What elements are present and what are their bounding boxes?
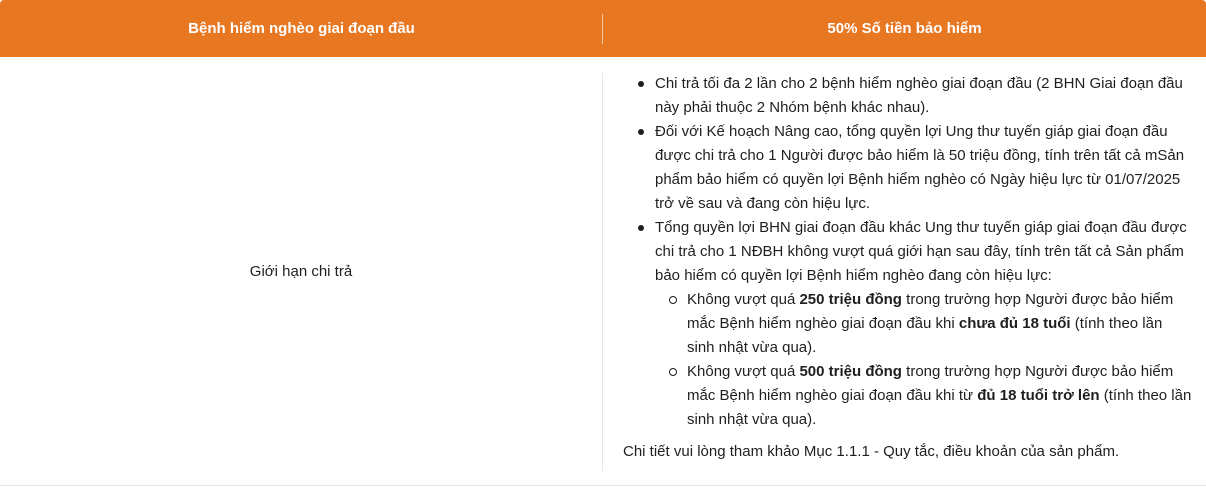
row-detail-cell xyxy=(623,72,1193,464)
sub-item-text: trong trường hợp Người được bảo hiểm mắc Bệnh hiểm nghèo giai đoạn đầu khi từ xyxy=(687,363,1174,404)
bullet-icon xyxy=(638,81,644,87)
header-col-benefit: Bệnh hiểm nghèo giai đoạn đầu xyxy=(188,20,415,37)
sub-item-text: Không vượt quá xyxy=(687,363,800,380)
bullet-icon xyxy=(638,225,644,231)
list-item-text: Tổng quyền lợi BHN giai đoạn đầu khác Ung thư tuyến giáp giai đoạn đầu được chi trả cho 1 NĐBH không vượt quá giới hạn sau đây, tính trên tất cả Sản phẩm bảo hiểm có quyền lợi Bệnh hiểm nghèo đang còn hiệu lực: xyxy=(655,219,1187,284)
reference-note: Chi tiết vui lòng tham khảo Mục 1.1.1 - Quy tắc, điều khoản của sản phẩm. xyxy=(623,443,1120,460)
sub-item-text: Không vượt quá xyxy=(687,291,800,308)
row-label-cell xyxy=(0,57,602,485)
column-divider xyxy=(602,73,603,471)
list-item-text: Chi trả tối đa 2 lần cho 2 bệnh hiểm nghèo giai đoạn đầu (2 BHN Giai đoạn đầu này phải thuộc 2 Nhóm bệnh khác nhau). xyxy=(655,75,1183,116)
sub-item-age: đủ 18 tuổi trở lên xyxy=(977,387,1100,404)
list-item xyxy=(655,120,1193,216)
sub-item-amount: 250 triệu đồng xyxy=(799,291,902,308)
sub-item-age: chưa đủ 18 tuổi xyxy=(958,315,1071,332)
sub-item-text: (tính theo lần sinh nhật vừa qua). xyxy=(687,387,1192,428)
sub-item-amount: 500 triệu đồng xyxy=(799,363,902,380)
list-item xyxy=(655,216,1193,432)
sub-item-text: (tính theo lần sinh nhật vừa qua). xyxy=(687,315,1163,356)
list-item-text: Đối với Kế hoạch Nâng cao, tổng quyền lợi Ung thư tuyến giáp giai đoạn đầu được chi trả cho 1 Người được bảo hiểm là 50 triệu đồng, tính trên tất cả mSản phẩm bảo hiểm có quyền lợi Bệnh hiểm nghèo có Ngày hiệu lực từ 01/07/2025 trở về sau và đang còn hiệu lực. xyxy=(655,123,1185,212)
table-row xyxy=(0,57,1206,485)
header-col-amount: 50% Số tiền bảo hiểm xyxy=(827,20,982,37)
detail-list xyxy=(623,72,1193,432)
bullet-icon xyxy=(638,129,644,135)
sub-list-item xyxy=(687,288,1193,360)
sub-list-item xyxy=(687,360,1193,432)
sub-list xyxy=(655,288,1193,432)
sub-item-text: trong trường hợp Người được bảo hiểm mắc Bệnh hiểm nghèo giai đoạn đầu khi xyxy=(687,291,1174,332)
hollow-bullet-icon xyxy=(669,296,677,304)
table-bottom-border xyxy=(0,485,1206,486)
list-item xyxy=(655,72,1193,120)
row-label: Giới hạn chi trả xyxy=(249,262,353,280)
hollow-bullet-icon xyxy=(669,368,677,376)
header-divider xyxy=(602,14,603,44)
table-header xyxy=(0,0,1206,57)
